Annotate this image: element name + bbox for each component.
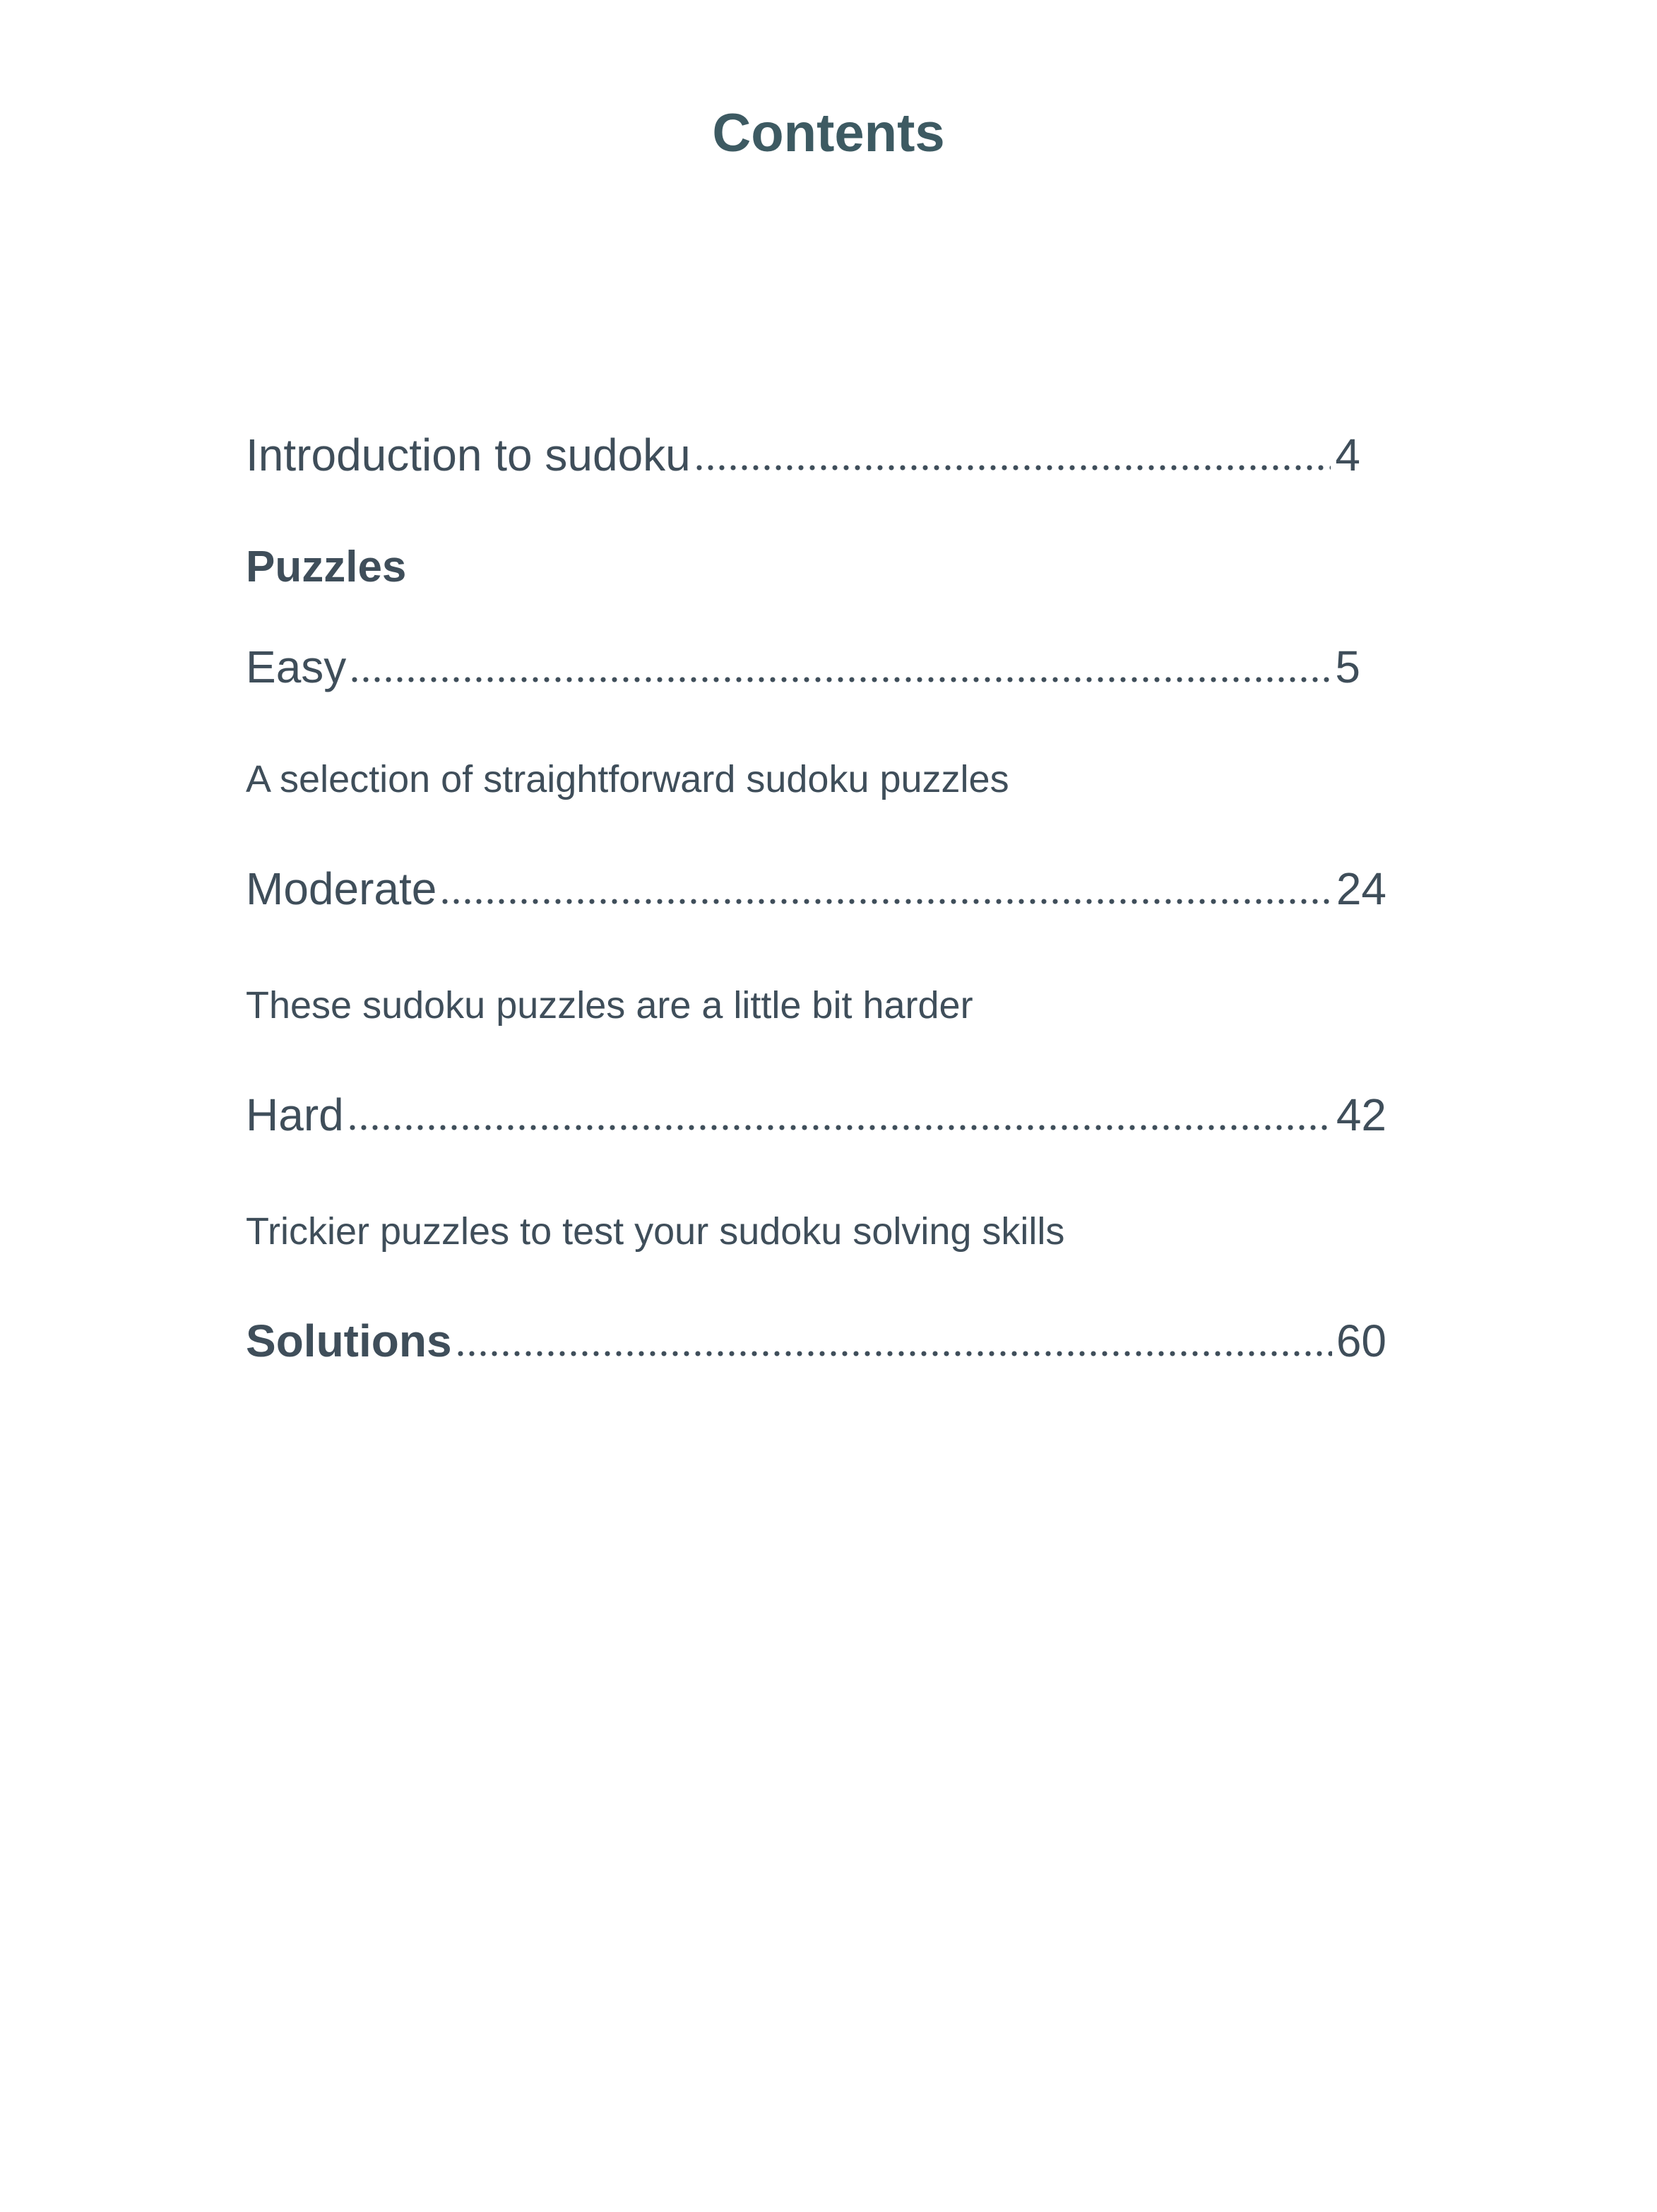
toc-entry-page-number: 5	[1335, 641, 1360, 692]
toc-entry-label: Moderate	[246, 863, 437, 914]
toc-entry-hard[interactable]	[246, 1089, 1386, 1140]
toc-entry-page-number: 24	[1336, 863, 1386, 914]
toc-entry-moderate[interactable]	[246, 863, 1386, 914]
dot-leader	[349, 674, 1331, 685]
toc-entry-label: Introduction to sudoku	[246, 430, 691, 480]
toc-entry-label: Solutions	[246, 1315, 452, 1366]
toc-entry-page-number: 4	[1335, 430, 1360, 480]
toc-entry-label: Easy	[246, 641, 347, 692]
toc-entry-description-moderate: These sudoku puzzles are a little bit harder	[246, 984, 973, 1027]
dot-leader	[455, 1348, 1332, 1359]
dot-leader	[439, 896, 1331, 907]
toc-entry-easy[interactable]	[246, 641, 1360, 692]
page-title: Contents	[712, 102, 945, 163]
toc-entry-page-number: 60	[1336, 1315, 1386, 1366]
dot-leader	[347, 1122, 1332, 1133]
toc-entry-introduction[interactable]	[246, 432, 1360, 478]
toc-entry-label: Hard	[246, 1089, 344, 1140]
toc-entry-description-hard: Trickier puzzles to test your sudoku solving skills	[246, 1210, 1065, 1253]
section-heading-puzzles: Puzzles	[246, 543, 407, 591]
toc-entry-page-number: 42	[1336, 1089, 1386, 1140]
toc-entry-description-easy: A selection of straightforward sudoku puzzles	[246, 758, 1009, 800]
dot-leader	[694, 462, 1331, 473]
toc-entry-solutions[interactable]	[246, 1315, 1386, 1366]
